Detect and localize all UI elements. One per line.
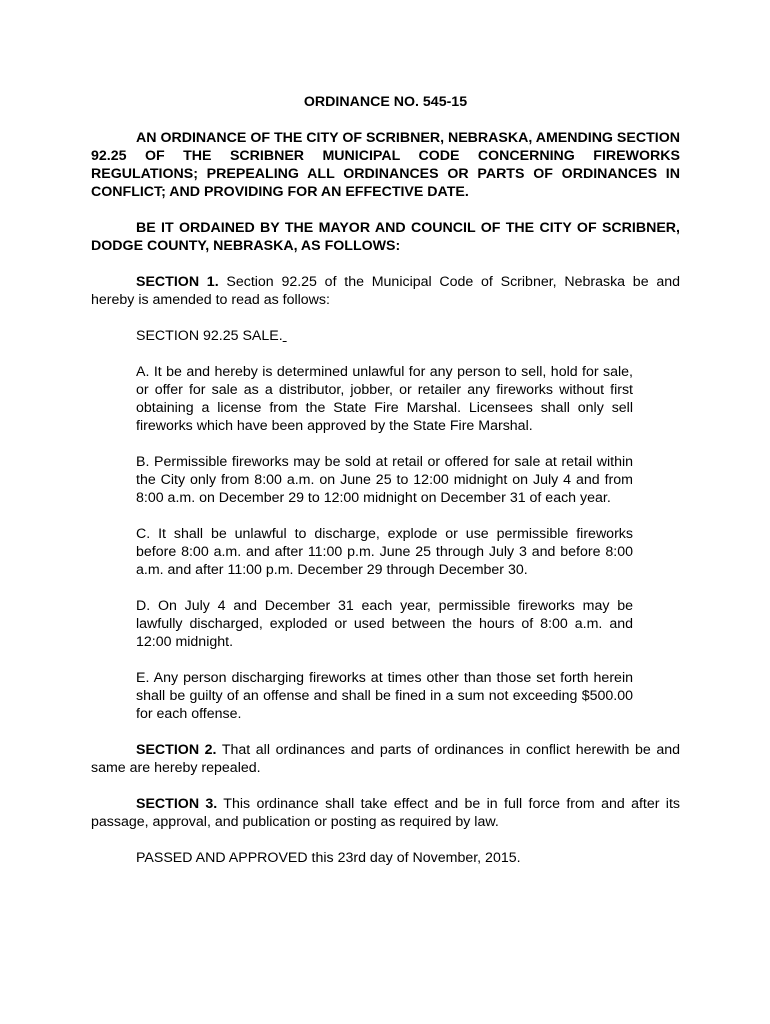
- subsection-b: B. Permissible fireworks may be sold at retail or offered for sale at retail within the City only from 8:00 a.m. on June 25 to 12:00 midnight on July 4 and from 8:00 a.m. on December 29 to 12:00 midnight on December 31 of each year.: [136, 454, 633, 506]
- subsection-e: E. Any person discharging fireworks at times other than those set forth herein shall be guilty of an offense and shall be fined in a sum not exceeding $500.00 for each offense.: [136, 670, 633, 722]
- document-page: [91, 93, 680, 885]
- amended-section-heading-text: SECTION 92.25 SALE.: [136, 328, 283, 344]
- section-3: [91, 795, 680, 831]
- section-1: [91, 273, 680, 309]
- heading-underline-space: [283, 328, 287, 344]
- section-1-label: SECTION 1.: [136, 274, 219, 290]
- section-3-text: This ordinance shall take effect and be in full force from and after its passage, approval, and publication or posting as required by law.: [91, 796, 680, 830]
- passed-and-approved: PASSED AND APPROVED this 23rd day of November, 2015.: [136, 850, 521, 866]
- enacting-clause: BE IT ORDAINED BY THE MAYOR AND COUNCIL OF THE CITY OF SCRIBNER, DODGE COUNTY, NEBRASKA, AS FOLLOWS:: [91, 220, 680, 254]
- subsection-c: C. It shall be unlawful to discharge, explode or use permissible fireworks before 8:00 a.m. and after 11:00 p.m. June 25 through July 3 and before 8:00 a.m. and after 11:00 p.m. December 29 through December 30.: [136, 526, 633, 578]
- section-1-text: Section 92.25 of the Municipal Code of Scribner, Nebraska be and hereby is amended to read as follows:: [91, 274, 680, 308]
- section-2: [91, 741, 680, 777]
- subsection-a: A. It be and hereby is determined unlawful for any person to sell, hold for sale, or offer for sale as a distributor, jobber, or retailer any fireworks without first obtaining a license from the State Fire Marshal. Licensees shall only sell fireworks which have been approved by the State Fire Marshal.: [136, 364, 633, 434]
- section-2-label: SECTION 2.: [136, 742, 217, 758]
- section-3-label: SECTION 3.: [136, 796, 218, 812]
- ordinance-title: ORDINANCE NO. 545-15: [303, 94, 468, 110]
- ordinance-caption: AN ORDINANCE OF THE CITY OF SCRIBNER, NEBRASKA, AMENDING SECTION 92.25 OF THE SCRIBNER MUNICIPAL CODE CONCERNING FIREWORKS REGULATIONS; PREPEALING ALL ORDINANCES OR PARTS OF ORDINANCES IN CONFLICT; AND PROVIDING FOR AN EFFECTIVE DATE.: [91, 130, 680, 200]
- section-2-text: That all ordinances and parts of ordinances in conflict herewith be and same are hereby repealed.: [91, 742, 680, 776]
- subsection-d: D. On July 4 and December 31 each year, permissible fireworks may be lawfully discharged, exploded or used between the hours of 8:00 a.m. and 12:00 midnight.: [136, 598, 633, 650]
- amended-section-heading: [136, 327, 680, 345]
